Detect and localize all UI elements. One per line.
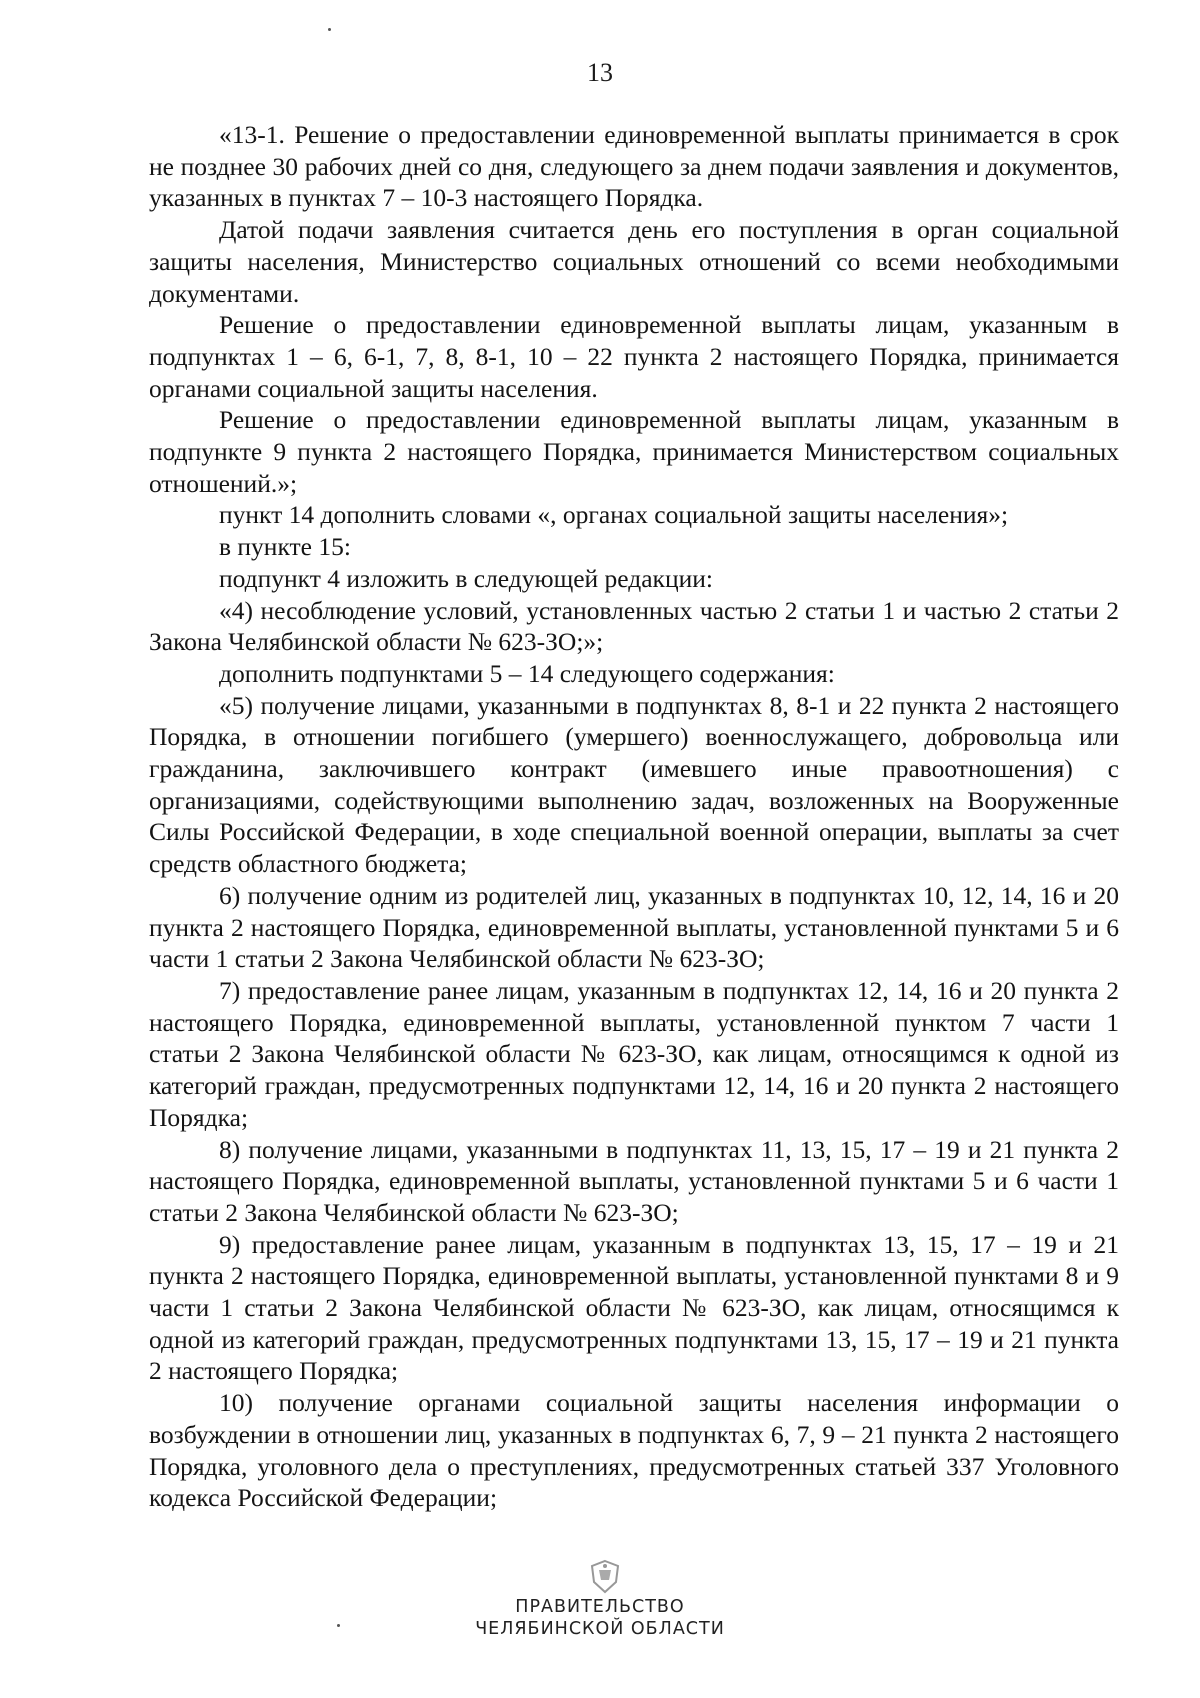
issuer-line-1: ПРАВИТЕЛЬСТВО: [515, 1597, 685, 1617]
paragraph-decision-social-protection: Решение о предоставлении единовременной выплаты лицам, указанным в подпунктах 1 – 6, 6-1, 7, 8, 8-1, 10 – 22 пункта 2 настоящего Порядка, принимается органами социальной защиты населения.: [149, 310, 1119, 403]
paragraph-subpoint-10: 10) получение органами социальной защиты населения информации о возбуждении в отношении лиц, указанных в подпунктах 6, 7, 9 – 21 пункта 2 настоящего Порядка, уголовного дела о преступлениях, предусмотренных статьей 337 Уголовного кодекса Российской Федерации;: [149, 1388, 1119, 1513]
coat-of-arms-emblem-icon: [585, 1558, 625, 1594]
paragraph-point-15: в пункте 15:: [219, 532, 351, 562]
paragraph-subpoints-5-14-intro: дополнить подпунктами 5 – 14 следующего содержания:: [219, 658, 835, 688]
paragraph-filing-date: Датой подачи заявления считается день его поступления в орган социальной защиты населения, Министерство социальных отношений со всеми необходимыми документами.: [149, 215, 1119, 308]
scan-speck: [328, 28, 331, 31]
paragraph-subpoint-8: 8) получение лицами, указанными в подпунктах 11, 13, 15, 17 – 19 и 21 пункта 2 настоящего Порядка, единовременной выплаты, установленной пунктами 5 и 6 части 1 статьи 2 Закона Челябинской области № 623-ЗО;: [149, 1134, 1119, 1227]
paragraph-subpoint-5: «5) получение лицами, указанными в подпунктах 8, 8-1 и 22 пункта 2 настоящего Порядка, в отношении погибшего (умершего) военнослужащего, добровольца или гражданина, заключившего контракт (имевшего иные правоотношения) с организациями, содействующими выполнению задач, возложенных на Вооруженные Силы Российской Федерации, в ходе специальной военной операции, выплаты за счет средств областного бюджета;: [149, 690, 1119, 879]
page-number: 13: [587, 58, 613, 87]
scan-speck: [337, 1624, 340, 1627]
issuer-footer: [0, 1596, 1200, 1640]
paragraph-subpoint-6: 6) получение одним из родителей лиц, указанных в подпунктах 10, 12, 14, 16 и 20 пункта 2 настоящего Порядка, единовременной выплаты, установленной пунктами 5 и 6 части 1 статьи 2 Закона Челябинской области № 623-ЗО;: [149, 880, 1119, 974]
paragraph-point-14: пункт 14 дополнить словами «, органах социальной защиты населения»;: [219, 500, 1009, 530]
issuer-line-2: ЧЕЛЯБИНСКОЙ ОБЛАСТИ: [475, 1619, 725, 1639]
paragraph-subpoint-4-intro: подпункт 4 изложить в следующей редакции:: [219, 563, 713, 593]
paragraph-decision-ministry: Решение о предоставлении единовременной выплаты лицам, указанным в подпункте 9 пункта 2 настоящего Порядка, принимается Министерством социальных отношений.»;: [149, 405, 1119, 498]
paragraph-subpoint-7: 7) предоставление ранее лицам, указанным в подпунктах 12, 14, 16 и 20 пункта 2 настоящего Порядка, единовременной выплаты, установленной пунктом 7 части 1 статьи 2 Закона Челябинской области № 623-ЗО, как лицам, относящимся к одной из категорий граждан, предусмотренных подпунктами 12, 14, 16 и 20 пункта 2 настоящего Порядка;: [149, 975, 1119, 1132]
paragraph-subpoint-4: «4) несоблюдение условий, установленных частью 2 статьи 1 и частью 2 статьи 2 Закона Челябинской области № 623-ЗО;»;: [149, 595, 1119, 657]
paragraph-subpoint-9: 9) предоставление ранее лицам, указанным в подпунктах 13, 15, 17 – 19 и 21 пункта 2 настоящего Порядка, единовременной выплаты, установленной пунктами 8 и 9 части 1 статьи 2 Закона Челябинской области № 623-ЗО, как лицам, относящимся к одной из категорий граждан, предусмотренных подпунктами 13, 15, 17 – 19 и 21 пункта 2 настоящего Порядка;: [149, 1229, 1119, 1386]
paragraph-13-1: «13-1. Решение о предоставлении единовременной выплаты принимается в срок не позднее 30 рабочих дней со дня, следующего за днем подачи заявления и документов, указанных в пунктах 7 – 10-3 настоящего Порядка.: [149, 120, 1119, 213]
document-body: [149, 119, 1119, 1514]
